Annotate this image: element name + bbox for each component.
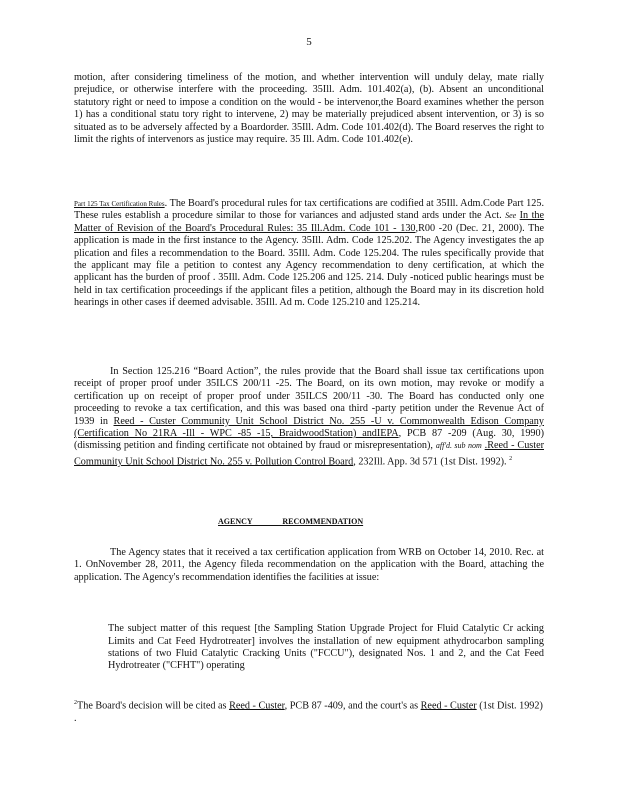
part125-text-2: ,R00 -20 (Dec. 21, 2000). The application is made in the first instance to the Agency. 35Ill. Adm. Code 125.202. The Agency investigates the ap plication and files a recommendation to the Board. 35Ill. Adm. Code 125.204. The rules specifically provide that the applicant may file a petition to contest any Agency recommendation to deny certification, at which the applicant has the burden of proof . 35Ill. Adm. Code 125.206 and 125. 214. Duly -noticed public hearings must be held in tax certification proceedings if the applicant files a petition, although the Board may in its discretion hold hearings in other cases if deemed advisable. 35Ill. Ad m. Code 125.210 and 125.214. [74,222,545,309]
rules-case-citation: In the Matter of Revision of the Board's Procedural Rules: 35 Ill.Adm. Code 101 - 130 [74,210,545,234]
footnote-ref-2: Reed - Custer [420,700,477,712]
block-quote [108,613,544,683]
section-text-2: , PCB 87 -209 (Aug. 30, 1990) (dismissing petition and finding certificate not obtained by fraud or misrepresentation), [74,428,545,452]
section125216-paragraph [74,366,544,469]
footnote-marker: 2 [74,700,77,706]
footnote-ref-1: Reed - Custer [229,700,285,712]
footnote-ref: 2 [509,455,513,462]
agency-text: The Agency states that it received a tax certification application from WRB on October 14, 2010. Rec. at 1. OnNovember 28, 2011, the Agency fileda recommendation on the application with the Board, attaching the application. The Agency's recommendation identifies the facilities at issue: [74,547,544,583]
section-text-1: In Section 125.216 “Board Action”, the rules provide that the Board shall issue tax certifications upon receipt of proper proof under 35ILCS 200/11 -25. The Board, on its own motion, may revoke or modify a certification up on receipt of proper proof under 35ILCS 200/11 -30. The Board has conducted only one proceeding to revoke a tax certification, and this was based ona third -party petition under the Revenue Act of 1939 in [74,366,544,427]
agency-paragraph [74,547,544,584]
part125-heading: Part 125 Tax Certification Rules [74,200,165,208]
intervention-paragraph [74,72,544,146]
footnote-text-3: (1st Dist. 1992) . [74,700,543,724]
intervention-text: motion, after considering timeliness of the motion, and whether intervention will unduly delay, mate rially prejudice, or otherwise interfere with the proceeding. 35Ill. Adm. 101.402(a), (b). Absent an unconditional statutory right or need to impose a condition on the would - be intervenor,the Board examines whether the person 1) has a conditional statu tory right to intervene, 2) may be materially prejudiced absent intervention, or 3) is so situated as to be adversely affected by a Boardorder. 35Ill. Adm. Code 101.402(d). The Board reserves the right to limit the rights of intervenors as justice may require. 35 Ill. Adm. Code 101.402(e). [74,72,544,146]
see-signal: See [505,211,517,221]
affd-signal: aff'd. sub nom [435,441,482,451]
part125-text-1: . The Board's procedural rules for tax certifications are codified at 35Ill. Adm.Code Part 125. These rules establish a procedure similar to those for variances and adjusted stand ards under the Act. [74,198,544,222]
reed-custer-pcb-case: .Reed - Custer Community Unit School District No. 255 v. Pollution Control Board [74,440,544,468]
page-number: 5 [306,36,312,48]
footnote-text-1: The Board's decision will be cited as [77,700,227,712]
reed-custer-comed-case: Reed - Custer Community Unit School District No. 255 -U v. Commonwealth Edison Company (Certification No 21RA -Ill - WPC -85 -15, BraidwoodStation) andIEPA [74,415,544,440]
footnote-text-2: , PCB 87 -409, and the court's as [284,700,419,712]
agency-recommendation-heading: AGENCY RECOMMENDATION [218,517,364,526]
section-text-3: , 232Ill. App. 3d 571 (1st Dist. 1992). [353,456,507,468]
part125-paragraph [74,198,544,310]
quote-text: The subject matter of this request [the Sampling Station Upgrade Project for Fluid Catalytic Cr acking Limits and Cat Feed Hydrotreater] involves the installation of new equipment athydrocarbon sampling stations of two Fluid Catalytic Cracking Units ("FCCU"), designated Nos. 1 and 2, and the Cat Feed Hydrotreater ("CFHT") operating [108,623,544,672]
footnote [74,697,544,725]
